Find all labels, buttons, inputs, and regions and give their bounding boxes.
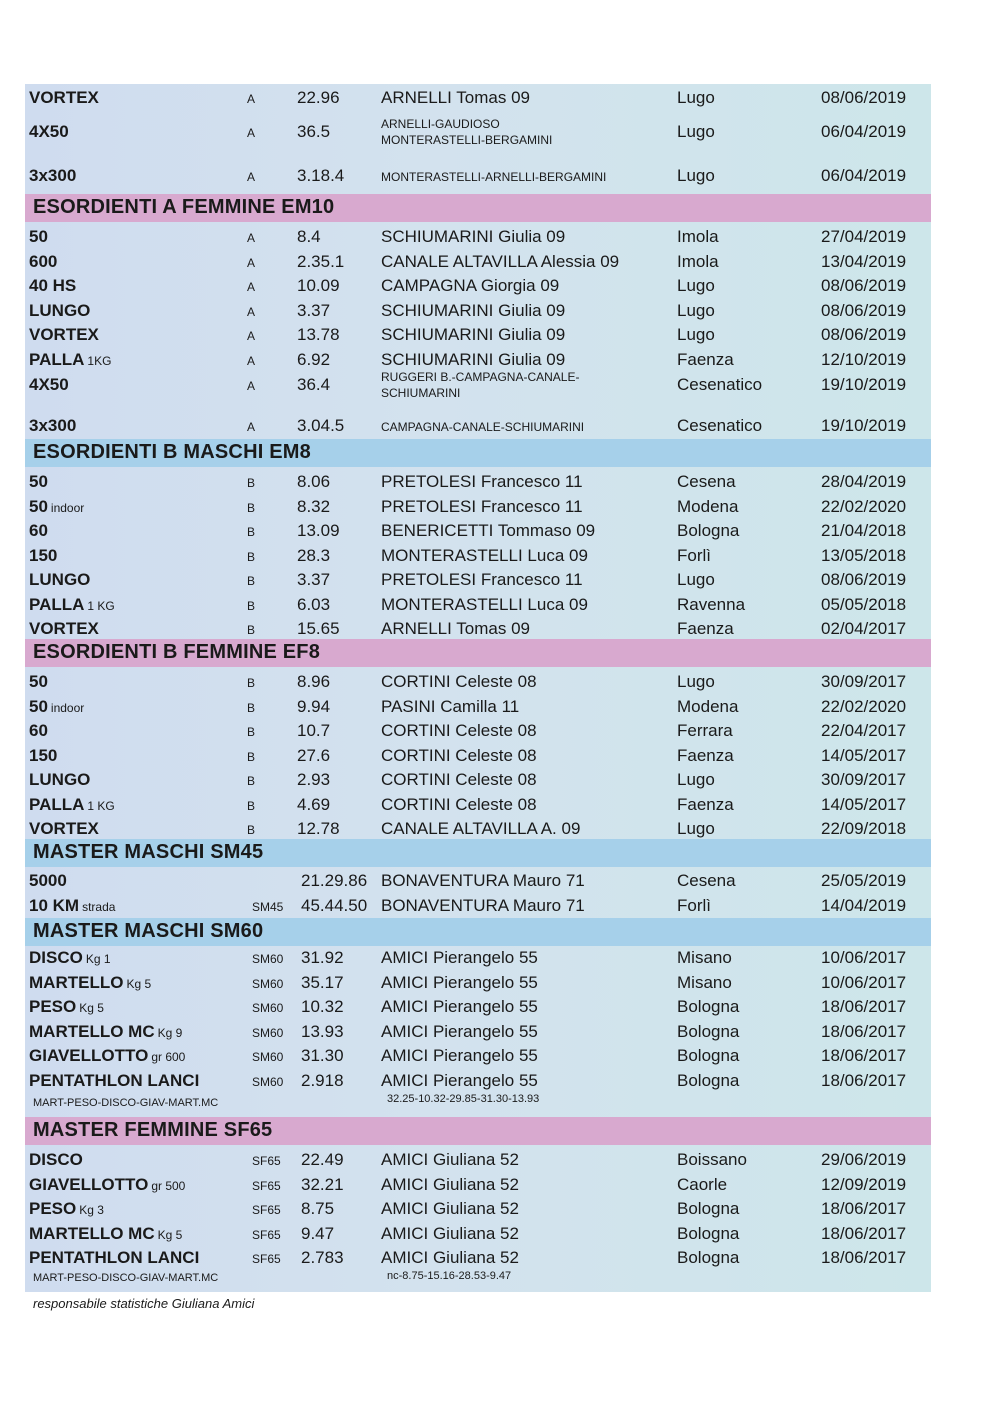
category: SM60: [252, 952, 284, 966]
performance: 6.92: [297, 349, 331, 369]
athlete: AMICI Giuliana 52: [381, 1223, 519, 1243]
place: Boissano: [677, 1150, 747, 1169]
section-header: [25, 839, 931, 867]
performance: 10.7: [297, 721, 331, 740]
category: A: [247, 379, 256, 393]
event-name: PENTATHLON LANCI: [29, 1248, 200, 1267]
performance: 8.32: [297, 496, 331, 516]
place: Caorle: [677, 1174, 728, 1194]
event-name: 4X50: [29, 122, 69, 141]
event-name: VORTEX: [29, 619, 99, 638]
category: SM45: [252, 899, 284, 914]
event-name: MARTELLO Kg 5: [29, 972, 152, 992]
athlete: CORTINI Celeste 08: [381, 672, 537, 691]
date: 13/04/2019: [821, 251, 907, 271]
event-name: 10 KM strada: [29, 895, 116, 915]
category: B: [247, 549, 256, 564]
event-name: VORTEX: [29, 325, 99, 344]
place: Bologna: [677, 1223, 740, 1243]
athlete: AMICI Pierangelo 55: [381, 1070, 538, 1090]
date: 29/06/2019: [821, 1150, 907, 1169]
event-name: DISCO: [29, 1150, 83, 1169]
date: 19/10/2019: [821, 416, 907, 435]
event-spec: Kg 5: [126, 976, 152, 991]
athlete: AMICI Giuliana 52: [381, 1199, 519, 1218]
date: 10/06/2017: [821, 972, 907, 992]
category: SF65: [252, 1227, 281, 1242]
date: 08/06/2019: [821, 300, 907, 320]
event-name: 50 indoor: [29, 496, 85, 516]
category: B: [247, 476, 256, 490]
performance: 2.35.1: [297, 251, 345, 271]
category: B: [247, 823, 256, 837]
performance: 3.37: [297, 570, 331, 589]
date: 08/06/2019: [821, 276, 907, 295]
place: Cesena: [677, 472, 736, 491]
place: Misano: [677, 972, 732, 992]
performance: 32.21: [301, 1174, 344, 1194]
place: Modena: [677, 696, 739, 716]
date: 18/06/2017: [821, 1021, 907, 1041]
event-name: LUNGO: [29, 770, 91, 789]
place: Lugo: [677, 166, 715, 185]
performance: 6.03: [297, 594, 331, 614]
performance: 10.32: [301, 997, 344, 1016]
athlete: ARNELLI-GAUDIOSO MONTERASTELLI-BERGAMINI: [381, 117, 553, 147]
event-spec: Kg 3: [79, 1203, 104, 1217]
performance: 12.78: [297, 819, 340, 838]
athlete: CAMPAGNA Giorgia 09: [381, 276, 560, 295]
event-name: 40 HS: [29, 276, 77, 295]
date: 21/04/2018: [821, 521, 907, 540]
performance: 31.92: [301, 948, 344, 967]
date: 30/09/2017: [821, 770, 907, 789]
athlete: CORTINI Celeste 08: [381, 721, 537, 740]
date: 18/06/2017: [821, 997, 907, 1016]
athlete: PRETOLESI Francesco 11: [381, 570, 583, 589]
event-name: PALLA 1 KG: [29, 594, 115, 614]
category: A: [247, 126, 256, 140]
date: 30/09/2017: [821, 672, 907, 691]
date: 22/09/2018: [821, 819, 907, 838]
place: Lugo: [677, 276, 715, 295]
date: 18/06/2017: [821, 1199, 907, 1218]
category: B: [247, 598, 256, 613]
pentathlon-events-note: MART-PESO-DISCO-GIAV-MART.MC: [33, 1272, 219, 1284]
performance: 8.4: [297, 227, 321, 246]
place: Cesenatico: [677, 375, 763, 394]
event-spec: 1 KG: [87, 798, 115, 813]
section-title: MASTER FEMMINE SF65: [33, 1119, 273, 1141]
place: Lugo: [677, 325, 715, 344]
date: 25/05/2019: [821, 871, 907, 890]
event-spec: indoor: [50, 500, 85, 515]
category: A: [247, 255, 256, 270]
event-name: 50 indoor: [29, 696, 85, 716]
performance: 36.4: [297, 375, 331, 394]
section-title: MASTER MASCHI SM45: [33, 841, 264, 863]
place: Lugo: [677, 770, 715, 789]
date: 19/10/2019: [821, 375, 907, 394]
date: 06/04/2019: [821, 166, 907, 185]
place: Forlì: [677, 545, 711, 565]
category: SF65: [252, 1178, 281, 1193]
date: 06/04/2019: [821, 122, 907, 141]
footer-note: responsabile statistiche Giuliana Amici: [33, 1296, 255, 1311]
date: 10/06/2017: [821, 948, 907, 967]
performance: 3.18.4: [297, 166, 345, 185]
event-name: MARTELLO MC Kg 9: [29, 1021, 183, 1041]
place: Bologna: [677, 521, 740, 540]
performance: 31.30: [301, 1046, 344, 1065]
event-name: LUNGO: [29, 570, 91, 589]
performance: 4.69: [297, 794, 331, 814]
place: Imola: [677, 251, 719, 271]
category: A: [247, 170, 256, 184]
performance: 22.96: [297, 88, 340, 107]
athlete: AMICI Giuliana 52: [381, 1150, 519, 1169]
athlete: CANALE ALTAVILLA Alessia 09: [381, 251, 620, 271]
performance: 36.5: [297, 122, 331, 141]
event-name: 3x300: [29, 416, 77, 435]
event-name: 3x300: [29, 166, 77, 185]
pentathlon-scores-note: 32.25-10.32-29.85-31.30-13.93: [387, 1093, 540, 1105]
event-name: 150: [29, 545, 58, 565]
athlete: SCHIUMARINI Giulia 09: [381, 349, 566, 369]
place: Faenza: [677, 745, 734, 765]
date: 14/05/2017: [821, 745, 907, 765]
category: SM60: [252, 1025, 284, 1040]
athlete: AMICI Giuliana 52: [381, 1248, 519, 1267]
place: Lugo: [677, 122, 715, 141]
date: 08/06/2019: [821, 325, 907, 344]
date: 18/06/2017: [821, 1046, 907, 1065]
category: SF65: [252, 1252, 281, 1266]
date: 05/05/2018: [821, 594, 907, 614]
athlete: CANALE ALTAVILLA A. 09: [381, 819, 581, 838]
place: Bologna: [677, 1199, 740, 1218]
event-name: DISCO Kg 1: [29, 948, 111, 967]
place: Faenza: [677, 794, 734, 814]
athlete: BONAVENTURA Mauro 71: [381, 895, 585, 915]
event-name: LUNGO: [29, 300, 91, 320]
performance: 35.17: [301, 972, 344, 992]
event-spec: indoor: [50, 700, 85, 715]
section-header: [25, 639, 931, 667]
place: Lugo: [677, 88, 715, 107]
place: Faenza: [677, 349, 734, 369]
date: 18/06/2017: [821, 1248, 907, 1267]
date: 18/06/2017: [821, 1223, 907, 1243]
performance: 9.47: [301, 1223, 335, 1243]
place: Bologna: [677, 1021, 740, 1041]
category: B: [247, 623, 256, 637]
athlete: CORTINI Celeste 08: [381, 745, 537, 765]
event-spec: 1KG: [87, 353, 112, 368]
place: Bologna: [677, 1046, 740, 1065]
performance: 3.37: [297, 300, 331, 320]
category: B: [247, 700, 256, 715]
athlete: MONTERASTELLI-ARNELLI-BERGAMINI: [381, 170, 607, 184]
place: Cesenatico: [677, 416, 763, 435]
performance: 3.04.5: [297, 416, 345, 435]
event-spec: Kg 9: [157, 1025, 183, 1040]
category: A: [247, 231, 256, 245]
event-name: MARTELLO MC Kg 5: [29, 1223, 183, 1243]
place: Ferrara: [677, 721, 733, 740]
athlete: AMICI Pierangelo 55: [381, 972, 538, 992]
event-name: 50: [29, 672, 48, 691]
event-name: 4X50: [29, 375, 69, 394]
athlete: PRETOLESI Francesco 11: [381, 472, 583, 491]
place: Lugo: [677, 300, 715, 320]
section-title: ESORDIENTI B FEMMINE EF8: [33, 641, 321, 663]
category: SM60: [252, 1001, 284, 1015]
category: A: [247, 420, 256, 434]
athlete: PRETOLESI Francesco 11: [381, 496, 583, 516]
performance: 21.29.86: [301, 871, 368, 890]
category: B: [247, 676, 256, 690]
athlete: SCHIUMARINI Giulia 09: [381, 227, 566, 246]
event-name: 5000: [29, 871, 67, 890]
athlete: SCHIUMARINI Giulia 09: [381, 325, 566, 344]
category: SM60: [252, 1074, 284, 1089]
performance: 27.6: [297, 745, 331, 765]
category: B: [247, 725, 256, 739]
category: B: [247, 500, 256, 515]
place: Lugo: [677, 570, 715, 589]
date: 14/05/2017: [821, 794, 907, 814]
category: A: [247, 329, 256, 343]
place: Lugo: [677, 819, 715, 838]
athlete: BENERICETTI Tommaso 09: [381, 521, 596, 540]
place: Bologna: [677, 997, 740, 1016]
date: 22/04/2017: [821, 721, 907, 740]
place: Misano: [677, 948, 732, 967]
event-name: PENTATHLON LANCI: [29, 1070, 200, 1090]
date: 22/02/2020: [821, 696, 907, 716]
athlete: SCHIUMARINI Giulia 09: [381, 300, 566, 320]
performance: 8.96: [297, 672, 331, 691]
athlete: MONTERASTELLI Luca 09: [381, 594, 588, 614]
pentathlon-events-note: MART-PESO-DISCO-GIAV-MART.MC: [33, 1097, 219, 1109]
category: B: [247, 798, 256, 813]
event-name: 600: [29, 251, 58, 271]
event-name: 150: [29, 745, 58, 765]
event-spec: 1 KG: [87, 598, 115, 613]
athlete: AMICI Giuliana 52: [381, 1174, 519, 1194]
section-header: [25, 918, 931, 946]
pentathlon-scores-note: nc-8.75-15.16-28.53-9.47: [387, 1270, 512, 1282]
event-spec: Kg 5: [157, 1227, 183, 1242]
performance: 13.78: [297, 325, 340, 344]
event-name: GIAVELLOTTO gr 600: [29, 1046, 186, 1065]
category: A: [247, 92, 256, 106]
athlete: AMICI Pierangelo 55: [381, 997, 538, 1016]
performance: 2.783: [301, 1248, 344, 1267]
place: Bologna: [677, 1248, 740, 1267]
athlete: CORTINI Celeste 08: [381, 794, 537, 814]
event-name: 60: [29, 721, 48, 740]
athlete: AMICI Pierangelo 55: [381, 948, 538, 967]
athlete: ARNELLI Tomas 09: [381, 619, 530, 638]
date: 13/05/2018: [821, 545, 907, 565]
place: Cesena: [677, 871, 736, 890]
performance: 8.06: [297, 472, 331, 491]
performance: 10.09: [297, 276, 340, 295]
athlete: PASINI Camilla 11: [381, 696, 520, 716]
section-header: [25, 1117, 931, 1145]
athlete: MONTERASTELLI Luca 09: [381, 545, 588, 565]
performance: 13.93: [301, 1021, 344, 1041]
event-name: PALLA 1KG: [29, 349, 112, 369]
category: A: [247, 280, 256, 294]
section-title: MASTER MASCHI SM60: [33, 920, 264, 942]
place: Ravenna: [677, 594, 746, 614]
event-name: 60: [29, 521, 48, 540]
date: 22/02/2020: [821, 496, 907, 516]
section-header: [25, 194, 931, 222]
performance: 13.09: [297, 521, 340, 540]
event-name: PALLA 1 KG: [29, 794, 115, 814]
place: Forlì: [677, 895, 711, 915]
date: 12/10/2019: [821, 349, 907, 369]
category: B: [247, 749, 256, 764]
athlete: AMICI Pierangelo 55: [381, 1046, 538, 1065]
place: Faenza: [677, 619, 734, 638]
category: A: [247, 353, 256, 368]
place: Bologna: [677, 1070, 740, 1090]
place: Imola: [677, 227, 719, 246]
date: 08/06/2019: [821, 570, 907, 589]
performance: 8.75: [301, 1199, 335, 1218]
event-name: PESO Kg 5: [29, 997, 104, 1016]
date: 12/09/2019: [821, 1174, 907, 1194]
athlete: ARNELLI Tomas 09: [381, 88, 530, 107]
category: B: [247, 525, 256, 539]
athlete: CAMPAGNA-CANALE-SCHIUMARINI: [381, 420, 585, 434]
category: SF65: [252, 1203, 281, 1217]
place: Lugo: [677, 672, 715, 691]
date: 14/04/2019: [821, 895, 907, 915]
section-header: [25, 439, 931, 467]
performance: 22.49: [301, 1150, 344, 1169]
event-name: VORTEX: [29, 819, 99, 838]
event-spec: strada: [82, 899, 116, 914]
event-name: 50: [29, 472, 48, 491]
section-title: ESORDIENTI B MASCHI EM8: [33, 441, 311, 463]
category: A: [247, 304, 256, 319]
date: 28/04/2019: [821, 472, 907, 491]
performance: 28.3: [297, 545, 331, 565]
athlete: RUGGERI B.-CAMPAGNA-CANALE- SCHIUMARINI: [381, 370, 580, 400]
section-title: ESORDIENTI A FEMMINE EM10: [33, 196, 335, 218]
date: 27/04/2019: [821, 227, 907, 246]
event-name: VORTEX: [29, 88, 99, 107]
category: B: [247, 574, 256, 588]
athlete: AMICI Pierangelo 55: [381, 1021, 538, 1041]
performance: 45.44.50: [301, 895, 368, 915]
athlete: BONAVENTURA Mauro 71: [381, 871, 585, 890]
records-sheet: [25, 84, 931, 1292]
date: 02/04/2017: [821, 619, 907, 638]
category: SM60: [252, 976, 284, 991]
category: SM60: [252, 1050, 284, 1064]
event-spec: gr 500: [151, 1178, 186, 1193]
performance: 15.65: [297, 619, 340, 638]
performance: 2.918: [301, 1070, 344, 1090]
performance: 9.94: [297, 696, 331, 716]
event-spec: Kg 5: [79, 1001, 104, 1015]
category: SF65: [252, 1154, 281, 1168]
event-name: PESO Kg 3: [29, 1199, 104, 1218]
event-name: GIAVELLOTTO gr 500: [29, 1174, 186, 1194]
category: B: [247, 774, 256, 788]
date: 18/06/2017: [821, 1070, 907, 1090]
performance: 2.93: [297, 770, 331, 789]
event-spec: gr 600: [151, 1050, 186, 1064]
event-name: 50: [29, 227, 48, 246]
athlete: CORTINI Celeste 08: [381, 770, 537, 789]
date: 08/06/2019: [821, 88, 907, 107]
event-spec: Kg 1: [85, 952, 111, 966]
place: Modena: [677, 496, 739, 516]
